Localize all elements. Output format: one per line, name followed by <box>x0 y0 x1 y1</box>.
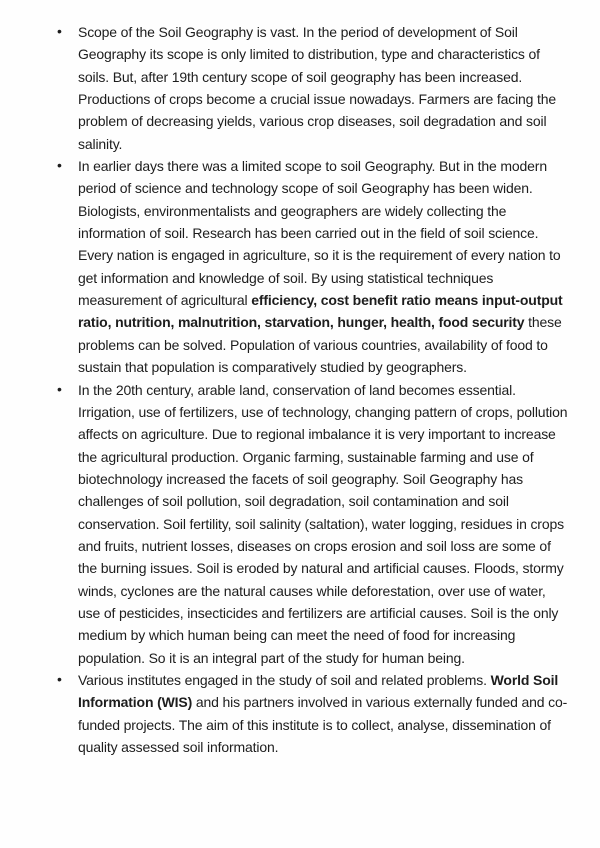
paragraph-text: Various institutes engaged in the study of soil and related problems. World Soil Information (WIS) and his partners involved in various externally funded and co-funded projects. The aim of this institute is to collect, analyse, dissemination of quality assessed soil information. <box>78 671 568 755</box>
paragraph-text: Scope of the Soil Geography is vast. In the period of development of Soil Geography its scope is only limited to distribution, type and characteristics of soils. But, after 19th century scope of soil geography has been increased. Productions of crops become a crucial issue nowadays. Farmers are facing the problem of decreasing yields, various crop diseases, soil degradation and soil salinity. <box>78 24 557 152</box>
bullet-icon: • <box>57 157 62 174</box>
bullet-list <box>56 21 570 758</box>
bullet-icon: • <box>57 670 62 687</box>
paragraph-text: In earlier days there was a limited scope to soil Geography. But in the modern period of science and technology scope of soil Geography has been widen. Biologists, environmentalists and geographers are widely collecting the information of soil. Research has been carried out in the field of soil science. Every nation is engaged in agriculture, so it is the requirement of every nation to get information and knowledge of soil. By using statistical techniques measurement of agricultural efficiency, cost benefit ratio means input-output ratio, nutrition, malnutrition, starvation, hunger, health, food security these problems can be solved. Population of various countries, availability of food to sustain that population is comparatively studied by geographers. <box>78 158 563 376</box>
list-item <box>56 669 570 758</box>
paragraph-text: In the 20th century, arable land, conservation of land becomes essential. Irrigation, use of fertilizers, use of technology, changing pattern of crops, pollution affects on agriculture. Due to regional imbalance it is very important to increase the agricultural production. Organic farming, sustainable farming and use of biotechnology increased the facets of soil geography. Soil Geography has challenges of soil pollution, soil degradation, soil contamination and soil conservation. Soil fertility, soil salinity (saltation), water logging, residues in crops and fruits, nutrient losses, diseases on crops erosion and soil loss are some of the burning issues. Soil is eroded by natural and artificial causes. Floods, stormy winds, cyclones are the natural causes while deforestation, over use of water, use of pesticides, insecticides and fertilizers are artificial causes. Soil is the only medium by which human being can meet the need of food for increasing population. So it is an integral part of the study for human being. <box>78 381 568 666</box>
bullet-icon: • <box>57 380 62 397</box>
list-item <box>56 155 570 378</box>
list-item <box>56 21 570 155</box>
bullet-icon: • <box>57 23 62 39</box>
list-item <box>56 379 570 669</box>
